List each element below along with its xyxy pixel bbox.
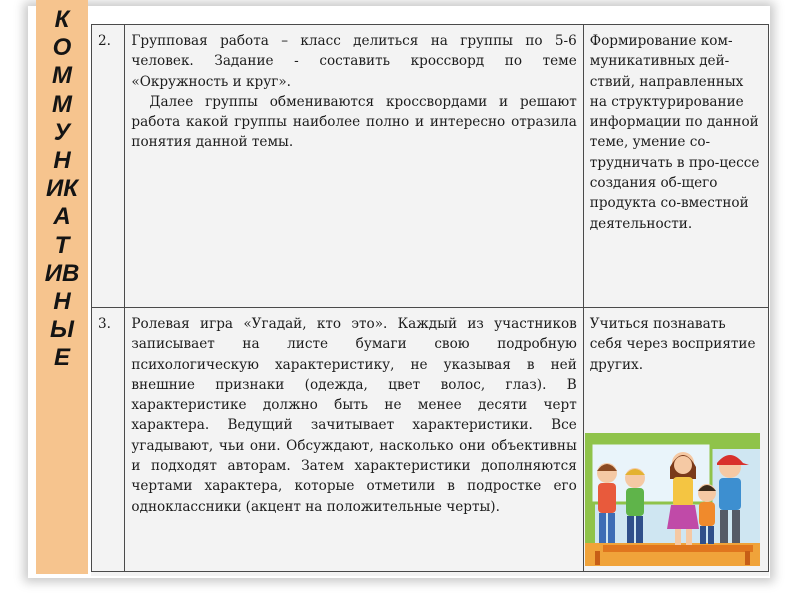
task-cell (125, 308, 583, 572)
illustration-desk (603, 545, 753, 552)
side-title-letter: М (52, 90, 72, 118)
table-row (92, 25, 769, 308)
side-title-letter: ИВ (44, 259, 80, 287)
row-number: 3. (92, 308, 125, 572)
side-title-letter: Н (53, 146, 71, 174)
task-paragraph: Групповая работа – класс делиться на группы по 5-6 человек. Задание - составить кроссворд по теме «Окружность и круг». (131, 33, 577, 90)
result-cell: Учиться познавать себя через восприятие других. (583, 308, 768, 572)
task-cell (125, 25, 583, 308)
side-title-letter: ИК (45, 175, 78, 203)
side-title-letter: М (52, 62, 72, 90)
side-title-letter: А (53, 203, 71, 231)
side-title-letter: Н (53, 287, 71, 315)
result-cell: Формирование ком-муникативных дей-ствий, направленных на структурирование информации по данной теме, умение со-трудничать в про-цессе создания об-щего продукта со-вместной деятельности. (583, 25, 768, 308)
side-title-letter: У (53, 118, 71, 146)
task-paragraph: Далее группы обмениваются кроссвордами и решают работа какой группы наиболее полно и интересно отразила понятия данной темы. (131, 93, 577, 151)
children-classroom-illustration (585, 433, 760, 566)
side-title-letter: Т (54, 231, 70, 259)
side-title-letter: О (52, 34, 72, 62)
side-title-letter: Ы (50, 316, 74, 344)
side-title-letter: Е (53, 344, 70, 372)
side-title-letter: К (54, 6, 70, 33)
side-title (36, 6, 88, 372)
task-paragraph: Ролевая игра «Угадай, кто это». Каждый из участников записывает на листе бумаги свою подробную психологическую характеристику, не указывая в ней внешние признаки (одежда, цвет волос, глаз). В характеристике должно быть не менее десяти черт характера. Ведущий зачитывает характеристики. Все угадывают, чьи они. Обсуждают, насколько они объективны и подходят авторам. Затем характеристики дополняются чертами характера, которые отметили в подростке его одноклассники (акцент на положительные черты). (131, 316, 577, 515)
row-number: 2. (92, 25, 125, 308)
